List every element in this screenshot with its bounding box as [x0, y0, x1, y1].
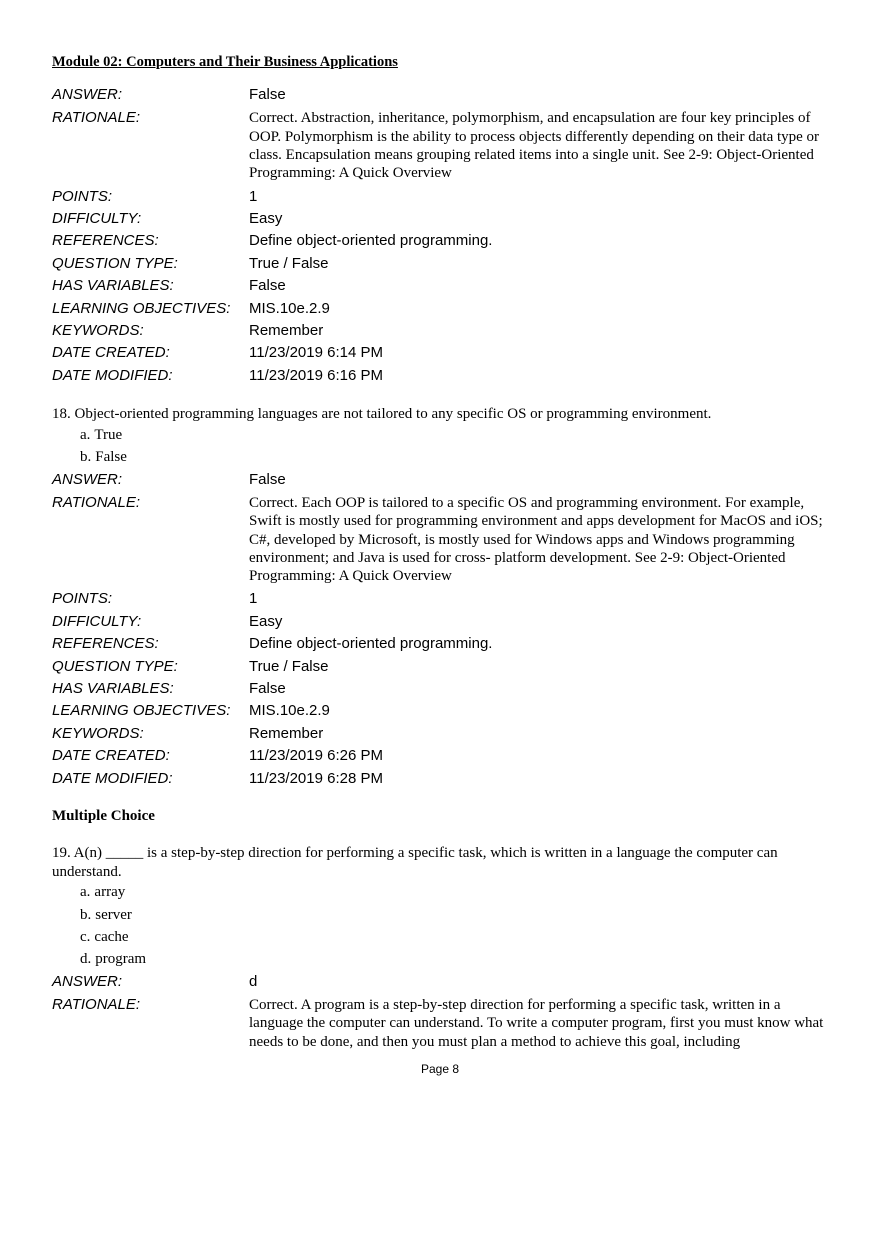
points-label: POINTS: — [52, 590, 113, 608]
option-b — [52, 446, 832, 468]
difficulty-row — [52, 208, 832, 230]
section-heading: Multiple Choice — [52, 808, 155, 825]
answer-value: False — [249, 470, 286, 488]
date-created-row — [52, 745, 832, 767]
references-label: REFERENCES: — [52, 232, 159, 250]
date-created-row — [52, 342, 832, 364]
option-text: True — [94, 426, 123, 443]
references-value: Define object-oriented programming. — [249, 232, 493, 250]
references-row — [52, 633, 832, 655]
question-18 — [52, 405, 832, 790]
references-value: Define object-oriented programming. — [249, 635, 493, 653]
keywords-value: Remember — [249, 724, 324, 742]
has-variables-row — [52, 678, 832, 700]
answer-row — [52, 469, 832, 491]
learning-objectives-row — [52, 298, 832, 320]
learning-objectives-label: LEARNING OBJECTIVES: — [52, 702, 231, 720]
option-text: array — [94, 884, 126, 901]
date-created-label: DATE CREATED: — [52, 747, 170, 765]
answer-label: ANSWER: — [52, 86, 123, 103]
option-b — [52, 904, 832, 926]
question-type-label: QUESTION TYPE: — [52, 254, 178, 272]
question-type-row — [52, 656, 832, 678]
keywords-row — [52, 723, 832, 745]
question-stem: 19. A(n) _____ is a step-by-step direction for performing a specific task, which is written in a language the computer can understand. — [52, 845, 778, 880]
points-value: 1 — [249, 187, 258, 205]
option-letter: d. — [80, 951, 92, 968]
learning-objectives-value: MIS.10e.2.9 — [249, 702, 330, 720]
date-created-value: 11/23/2019 6:14 PM — [249, 344, 383, 362]
difficulty-value: Easy — [249, 612, 283, 630]
option-text: server — [95, 906, 132, 923]
difficulty-label: DIFFICULTY: — [52, 612, 142, 630]
has-variables-value: False — [249, 277, 286, 295]
has-variables-value: False — [249, 680, 286, 698]
option-letter: c. — [80, 928, 91, 945]
option-c — [52, 926, 832, 948]
answer-value: d — [249, 972, 258, 990]
answer-label: ANSWER: — [52, 972, 123, 990]
answer-label: ANSWER: — [52, 470, 123, 488]
keywords-label: KEYWORDS: — [52, 322, 144, 340]
rationale-label: RATIONALE: — [52, 109, 141, 127]
points-label: POINTS: — [52, 187, 113, 205]
date-modified-value: 11/23/2019 6:16 PM — [249, 366, 383, 384]
question-type-row — [52, 253, 832, 275]
has-variables-label: HAS VARIABLES: — [52, 277, 174, 295]
date-created-value: 11/23/2019 6:26 PM — [249, 747, 383, 765]
option-text: program — [95, 951, 147, 968]
date-modified-label: DATE MODIFIED: — [52, 769, 173, 787]
keywords-row — [52, 320, 832, 342]
module-title: Module 02: Computers and Their Business Applications — [52, 54, 398, 70]
option-text: False — [95, 449, 127, 466]
learning-objectives-label: LEARNING OBJECTIVES: — [52, 299, 231, 317]
date-created-label: DATE CREATED: — [52, 344, 170, 362]
option-letter: a. — [80, 426, 91, 443]
points-row — [52, 588, 832, 610]
option-letter: b. — [80, 906, 92, 923]
answer-row — [52, 971, 832, 993]
rationale-row — [52, 109, 832, 182]
date-modified-label: DATE MODIFIED: — [52, 366, 173, 384]
has-variables-label: HAS VARIABLES: — [52, 680, 174, 698]
question-type-value: True / False — [249, 657, 329, 675]
rationale-text: Correct. A program is a step-by-step direction for performing a specific task, written in a language the computer can understand. To write a computer program, first you must know what needs to be done, and then you must plan a method to achieve this goal, including — [249, 997, 824, 1050]
date-modified-row — [52, 768, 832, 790]
points-value: 1 — [249, 590, 258, 608]
keywords-value: Remember — [249, 322, 324, 340]
option-a — [52, 424, 832, 446]
rationale-text: Correct. Abstraction, inheritance, polymorphism, and encapsulation are four key principles of OOP. Polymorphism is the ability to process objects differently depending on their data type or class. Encapsulation means grouping related items into a single unit. See 2-9: Object-Oriented Programming: A Quick Overview — [249, 110, 820, 182]
question-type-value: True / False — [249, 254, 329, 272]
option-a — [52, 881, 832, 903]
question-type-label: QUESTION TYPE: — [52, 657, 178, 675]
answer-row — [52, 84, 832, 106]
keywords-label: KEYWORDS: — [52, 724, 144, 742]
option-letter: b. — [80, 449, 92, 466]
option-text: cache — [94, 928, 129, 945]
learning-objectives-row — [52, 700, 832, 722]
difficulty-value: Easy — [249, 210, 283, 227]
rationale-row — [52, 494, 832, 585]
references-row — [52, 230, 832, 252]
difficulty-label: DIFFICULTY: — [52, 210, 142, 227]
option-d — [52, 948, 832, 970]
question-17-metadata — [52, 84, 832, 387]
rationale-label: RATIONALE: — [52, 996, 141, 1014]
question-19 — [52, 844, 832, 1051]
rationale-label: RATIONALE: — [52, 493, 141, 511]
option-letter: a. — [80, 884, 91, 901]
has-variables-row — [52, 275, 832, 297]
points-row — [52, 186, 832, 208]
learning-objectives-value: MIS.10e.2.9 — [249, 299, 330, 317]
difficulty-row — [52, 611, 832, 633]
document-page — [52, 50, 832, 1054]
references-label: REFERENCES: — [52, 635, 159, 653]
answer-value: False — [249, 86, 286, 103]
rationale-row — [52, 996, 832, 1051]
question-stem: 18. Object-oriented programming languages are not tailored to any specific OS or programming environment. — [52, 406, 712, 423]
date-modified-value: 11/23/2019 6:28 PM — [249, 769, 383, 787]
rationale-text: Correct. Each OOP is tailored to a specific OS and programming environment. For example, Swift is mostly used for programming environment and apps development for MacOS and iOS; C#, developed by Microsoft, is mostly used for Windows apps and Windows programming environment; and Java is used for cross- platform development. See 2-9: Object-Oriented Programming: A Quick Overview — [249, 494, 823, 585]
date-modified-row — [52, 365, 832, 387]
page-number: Page 8 — [420, 1062, 460, 1076]
